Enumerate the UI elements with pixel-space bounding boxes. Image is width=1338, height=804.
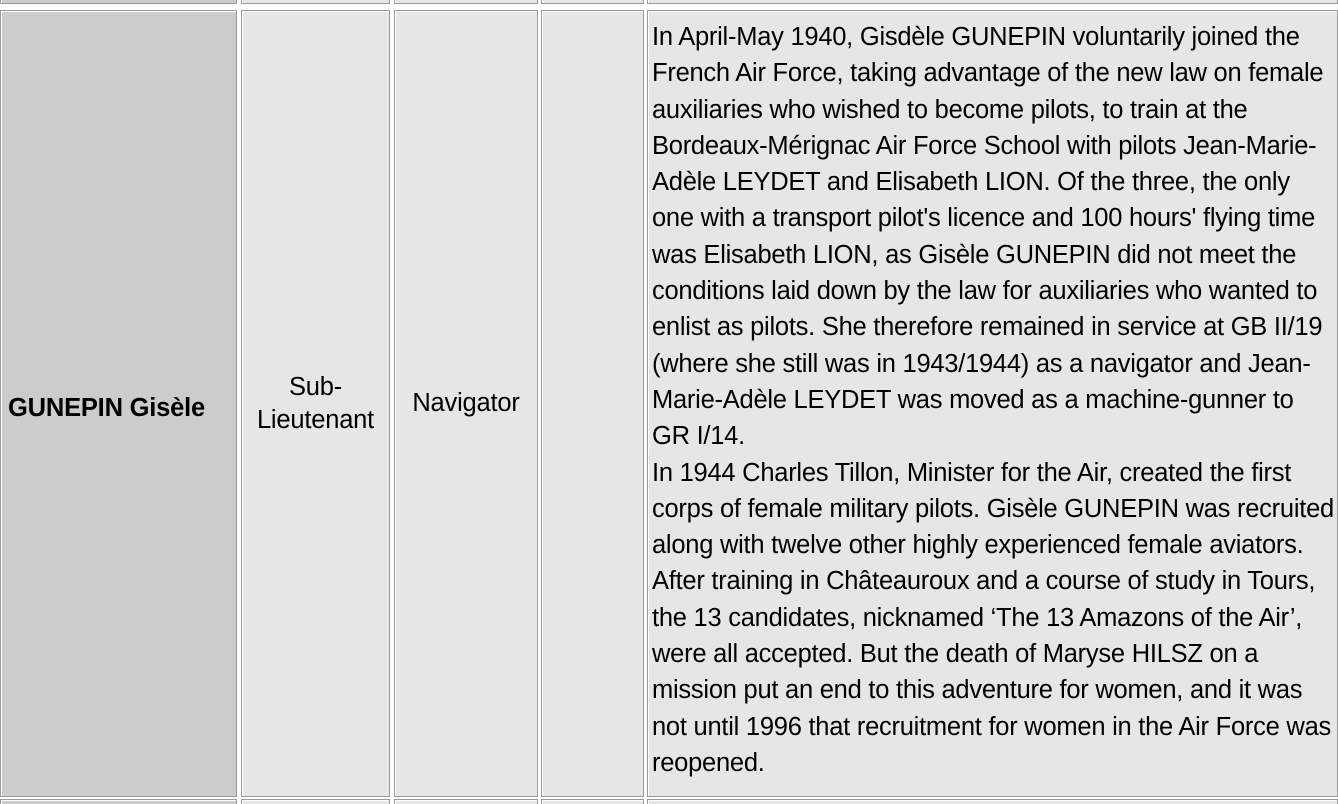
next-row-role-cell [394, 799, 538, 804]
name-cell [0, 10, 237, 797]
description-cell [647, 10, 1338, 797]
next-row-rank-cell [241, 799, 390, 804]
description-text [652, 19, 1334, 781]
description-paragraph: In 1944 Charles Tillon, Minister for the Air, created the first corps of female military pilots. Gisèle GUNEPIN was recruited along with twelve other highly experienced female aviators. After training in Châteauroux and a course of study in Tours, the 13 candidates, nicknamed ‘The 13 Amazons of the Air’, were all accepted. But the death of Maryse HILSZ on a mission put an end to this adventure for women, and it was not until 1996 that recruitment for women in the Air Force was reopened. [652, 458, 1334, 777]
next-row-name-cell [0, 799, 237, 804]
role-text: Navigator [412, 389, 520, 417]
next-row-extra-cell [541, 799, 644, 804]
rank-text: Sub-Lieutenant [256, 372, 375, 434]
next-row-description-cell [647, 799, 1338, 804]
previous-row-extra-cell [541, 0, 644, 4]
extra-cell [541, 10, 644, 797]
rank-cell [241, 10, 390, 797]
previous-row-description-cell [647, 0, 1338, 4]
person-name: GUNEPIN Gisèle [8, 394, 206, 422]
previous-row-rank-cell [241, 0, 390, 4]
description-paragraph: In April-May 1940, Gisdèle GUNEPIN voluntarily joined the French Air Force, taking advantage of the new law on female auxiliaries who wished to become pilots, to train at the Bordeaux-Mérignac Air Force School with pilots Jean-Marie-Adèle LEYDET and Elisabeth LION. Of the three, the only one with a transport pilot's licence and 100 hours' flying time was Elisabeth LION, as Gisèle GUNEPIN did not meet the conditions laid down by the law for auxiliaries who wanted to enlist as pilots. She therefore remained in service at GB II/19 (where she still was in 1943/1944) as a navigator and Jean-Marie-Adèle LEYDET was moved as a machine-gunner to GR I/14. [652, 23, 1324, 451]
role-cell [394, 10, 538, 797]
previous-row-role-cell [394, 0, 538, 4]
previous-row-name-cell [0, 0, 237, 4]
